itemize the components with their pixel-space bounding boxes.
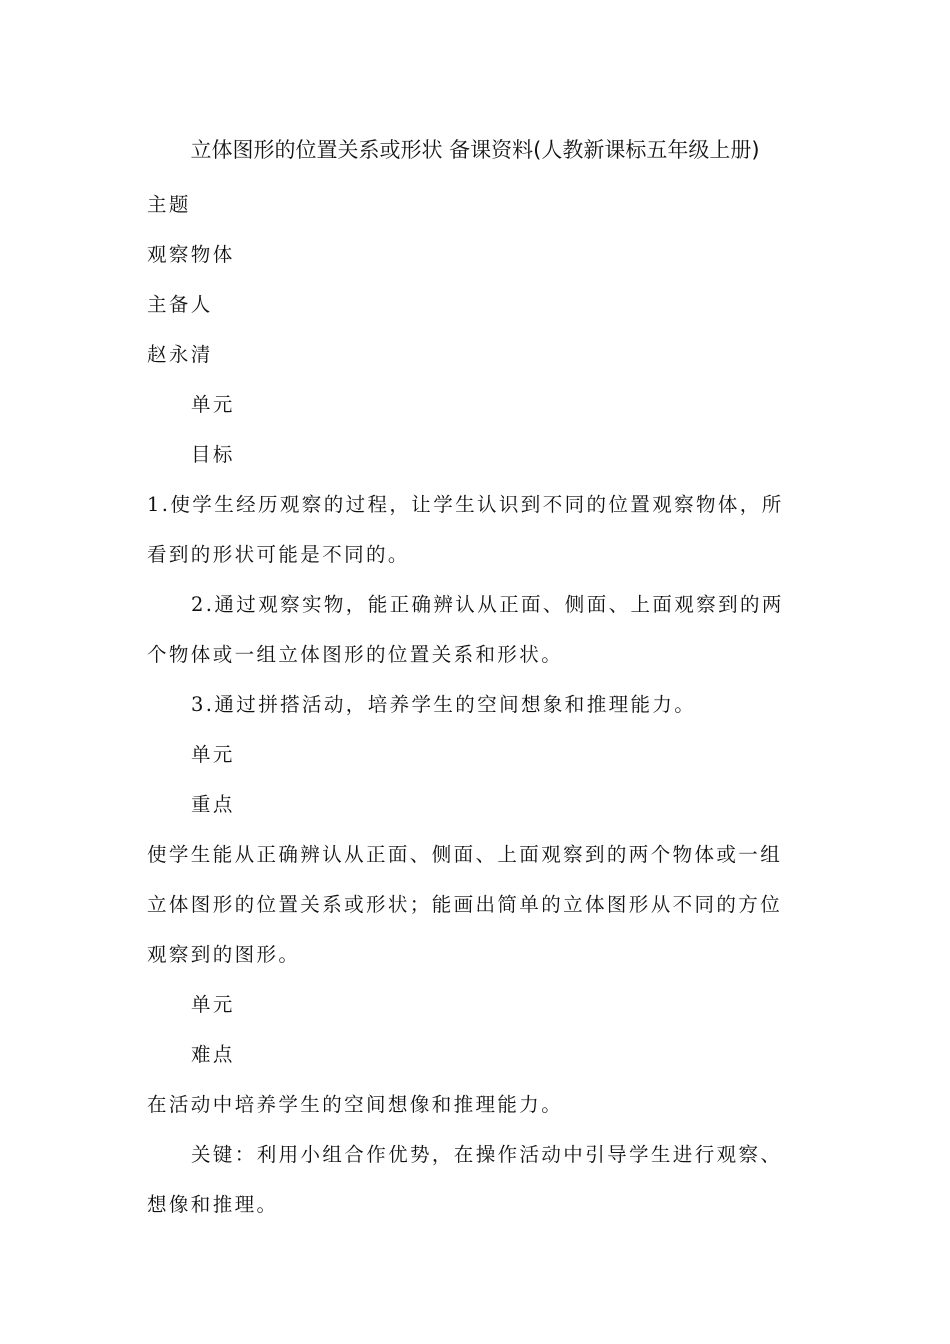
unit-goal-label-unit: 单元 [191, 393, 235, 416]
key-points-line: 观察到的图形。 [147, 943, 301, 966]
unit-diff-label-unit: 单元 [191, 993, 235, 1016]
critical-paragraph [147, 1130, 807, 1230]
goal-2-line: 2.通过观察实物，能正确辨认从正面、侧面、上面观察到的两 [191, 593, 784, 616]
difficulty-paragraph [147, 1080, 807, 1130]
topic-value: 观察物体 [147, 243, 235, 266]
key-points-paragraph [147, 830, 807, 980]
critical-line: 关键：利用小组合作优势，在操作活动中引导学生进行观察、 [191, 1143, 783, 1166]
key-points-line: 使学生能从正确辨认从正面、侧面、上面观察到的两个物体或一组 [147, 843, 783, 866]
key-points-line: 立体图形的位置关系或形状；能画出简单的立体图形从不同的方位 [147, 893, 783, 916]
unit-goal-label-goal: 目标 [191, 443, 235, 466]
critical-line: 想像和推理。 [147, 1193, 279, 1216]
unit-key-label-key: 重点 [191, 793, 235, 816]
goal-3-paragraph [147, 680, 807, 730]
topic-label: 主题 [147, 193, 191, 216]
unit-diff-label-difficulty: 难点 [191, 1043, 235, 1066]
goal-1-line: 看到的形状可能是不同的。 [147, 543, 410, 566]
difficulty-line: 在活动中培养学生的空间想像和推理能力。 [147, 1093, 564, 1116]
goal-2-paragraph [147, 580, 807, 680]
preparer-label: 主备人 [147, 293, 213, 316]
unit-key-label-unit: 单元 [191, 743, 235, 766]
goal-2-line: 个物体或一组立体图形的位置关系和形状。 [147, 643, 564, 666]
preparer-value: 赵永清 [147, 343, 213, 366]
goal-1-line: 1.使学生经历观察的过程，让学生认识到不同的位置观察物体，所 [147, 493, 784, 516]
goal-3-line: 3.通过拼搭活动，培养学生的空间想象和推理能力。 [191, 693, 697, 716]
document-body [147, 180, 807, 1230]
document-title: 立体图形的位置关系或形状 备课资料(人教新课标五年级上册) [190, 138, 760, 162]
goal-1-paragraph [147, 480, 807, 580]
